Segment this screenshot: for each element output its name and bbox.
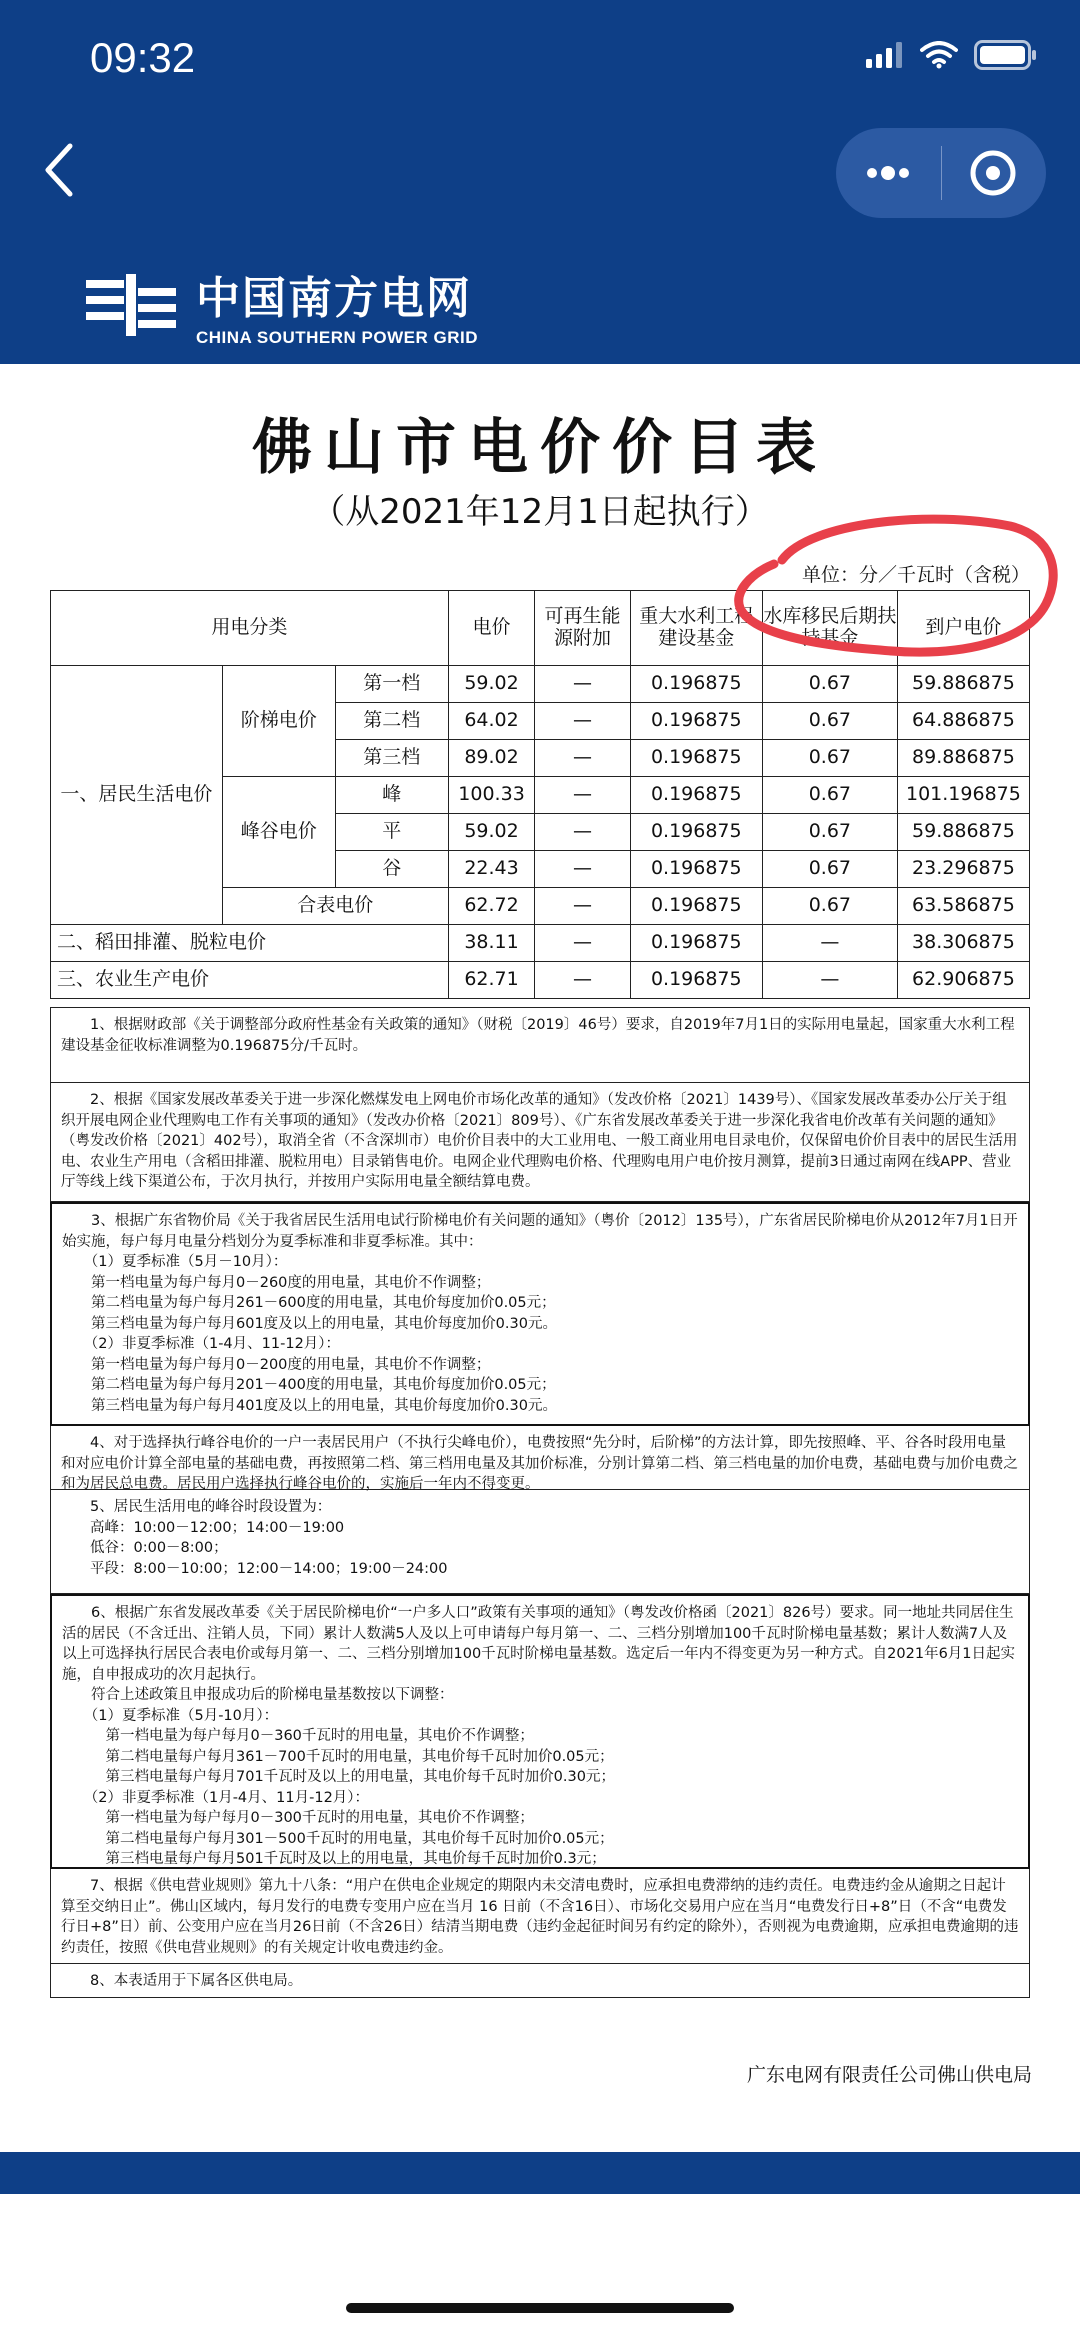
header-water-fund: 重大水利工程建设基金 [630, 591, 762, 666]
cell-price: 38.11 [448, 925, 535, 962]
cell-renewable: — [535, 666, 630, 703]
cell-renewable: — [535, 740, 630, 777]
signal-icon [866, 42, 904, 68]
cell-reservoir: 0.67 [762, 703, 897, 740]
cell-water: 0.196875 [630, 703, 762, 740]
row-label: 第三档 [335, 740, 448, 777]
home-indicator[interactable] [346, 2303, 734, 2313]
cell-final: 89.886875 [897, 740, 1029, 777]
page-header [0, 0, 1080, 364]
cell-reservoir: — [762, 962, 897, 999]
brand-logo [86, 262, 478, 348]
cell-water: 0.196875 [630, 666, 762, 703]
cell-price: 89.02 [448, 740, 535, 777]
cell-reservoir: 0.67 [762, 740, 897, 777]
footer-bar [0, 2152, 1080, 2194]
mini-program-capsule [836, 128, 1046, 218]
cell-water: 0.196875 [630, 814, 762, 851]
csg-logo-icon [86, 274, 178, 336]
tou-category: 峰谷电价 [222, 777, 335, 888]
note-2: 2、根据《国家发展改革委关于进一步深化燃煤发电上网电价市场化改革的通知》（发改价格〔2021〕1439号）、《国家发展改革委办公厅关于组织开展电网企业代理购电工作有关事项的通知》（发改办价格〔2021〕809号）、《广东省发展改革委关于进一步深化我省电价改革有关问题的通知》（粤发改价格〔2021〕402号），取消全省（不含深圳市）电价价目表中的大工业用电、一般工商业用电目录电价，仅保留电价价目表中的居民生活用电、农业生产用电（含稻田排灌、脱粒用电）目录销售电价。电网企业代理购电价格、代理购电用户电价按月测算，提前3日通过南网在线APP、营业厅等线上线下渠道公布，于次月执行，并按用户实际用电量全额结算电费。 [50, 1083, 1030, 1202]
table-row [51, 925, 1030, 962]
status-icons [866, 40, 1038, 70]
cell-price: 62.72 [448, 888, 535, 925]
notes-section [50, 1007, 1030, 1998]
document-subtitle: （从2021年12月1日起执行） [311, 492, 769, 532]
header-final-price: 到户电价 [897, 591, 1029, 666]
more-icon[interactable] [836, 128, 941, 218]
cell-water: 0.196875 [630, 962, 762, 999]
cell-final: 23.296875 [897, 851, 1029, 888]
cell-final: 63.586875 [897, 888, 1029, 925]
header-renewable: 可再生能源附加 [535, 591, 630, 666]
cell-reservoir: 0.67 [762, 851, 897, 888]
cell-water: 0.196875 [630, 740, 762, 777]
row-label: 第二档 [335, 703, 448, 740]
table-row [51, 962, 1030, 999]
note-8: 8、本表适用于下属各区供电局。 [50, 1964, 1030, 1998]
cell-reservoir: 0.67 [762, 666, 897, 703]
note-4: 4、对于选择执行峰谷电价的一户一表居民用户（不执行尖峰电价），电费按照“先分时，后阶梯”的方法计算，即先按照峰、平、谷各时段用电量和对应电价计算全部电量的基础电费，再按照第二档、第三档用电量及其加价标准，分别计算第二档、第三档电量的加价电费，基础电费与加价电费之和为居民总电费。居民用户选择执行峰谷电价的，实施后一年内不得变更。 [50, 1426, 1030, 1490]
cell-price: 59.02 [448, 814, 535, 851]
wifi-icon [920, 41, 958, 69]
back-arrow-icon[interactable] [40, 140, 80, 200]
cell-renewable: — [535, 925, 630, 962]
header-reservoir-fund: 水库移民后期扶持基金 [762, 591, 897, 666]
document-title: 佛山市电价价目表 [252, 413, 828, 483]
combined-category: 合表电价 [222, 888, 448, 925]
cell-renewable: — [535, 777, 630, 814]
row-label: 第一档 [335, 666, 448, 703]
cell-renewable: — [535, 851, 630, 888]
residential-category: 一、居民生活电价 [51, 666, 223, 925]
row-label: 谷 [335, 851, 448, 888]
row-label: 峰 [335, 777, 448, 814]
brand-name-cn: 中国南方电网 [196, 274, 472, 323]
cell-reservoir: 0.67 [762, 814, 897, 851]
close-target-icon[interactable] [941, 128, 1046, 218]
cell-renewable: — [535, 962, 630, 999]
note-5: 5、居民生活用电的峰谷时段设置为： 高峰：10:00－12:00；14:00－19:00 低谷：0:00－8:00； 平段：8:00－10:00；12:00－14:00；19:00－24:00 [50, 1490, 1030, 1594]
cell-final: 64.886875 [897, 703, 1029, 740]
cell-price: 59.02 [448, 666, 535, 703]
paddy-category: 二、稻田排灌、脱粒电价 [51, 925, 449, 962]
note-7: 7、根据《供电营业规则》第九十八条：“用户在供电企业规定的期限内未交清电费时，应承担电费滞纳的违约责任。电费违约金从逾期之日起计算至交纳日止”。佛山区域内，每月发行的电费专变用户应在当月 16 日前（不含16日）、市场化交易用户应在当月“电费发行日+8”日（不含“电费发行日+8”日）前、公变用户应在当月26日前（不含26日）结清当期电费（违约金起征时间另有约定的除外），否则视为电费逾期，应承担电费逾期的违约责任，按照《供电营业规则》的有关规定计收电费违约金。 [50, 1869, 1030, 1964]
cell-renewable: — [535, 814, 630, 851]
note-6: 6、根据广东省发展改革委《关于居民阶梯电价“一户多人口”政策有关事项的通知》（粤发改价格函〔2021〕826号）要求。同一地址共同居住生活的居民（不含迁出、注销人员，下同）累计人数满5人及以上可申请每户每月第一、二、三档分别增加100千瓦时阶梯电量基数；累计人数满7人及以上可选择执行居民合表电价或每月第一、二、三档分别增加100千瓦时阶梯电量基数。选定后一年内不得变更为另一种方式。自2021年6月1日起实施，自申报成功的次月起执行。 符合上述政策且申报成功后的阶梯电量基数按以下调整： （1）夏季标准（5月-10月）： 第一档电量为每户每月0－360千瓦时的用电量，其电价不作调整； 第二档电量每户每月361－700千瓦时的用电量，其电价每千瓦时加价0.05元； 第三档电量每户每月701千瓦时及以上的用电量，其电价每千瓦时加价0.30元； （2）非夏季标准（1月-4月、11月-12月）： 第一档电量为每户每月0－300千瓦时的用电量，其电价不作调整； 第二档电量每户每月301－500千瓦时的用电量，其电价每千瓦时加价0.05元； 第三档电量每户每月501千瓦时及以上的用电量，其电价每千瓦时加价0.3元； [50, 1594, 1030, 1869]
cell-final: 101.196875 [897, 777, 1029, 814]
cell-reservoir: — [762, 925, 897, 962]
cell-water: 0.196875 [630, 925, 762, 962]
note-1: 1、根据财政部《关于调整部分政府性基金有关政策的通知》（财税〔2019〕46号）要求，自2019年7月1日的实际用电量起，国家重大水利工程建设基金征收标准调整为0.196875分/千瓦时。 [50, 1007, 1030, 1083]
row-label: 平 [335, 814, 448, 851]
status-time: 09:32 [90, 34, 196, 81]
cell-water: 0.196875 [630, 888, 762, 925]
table-row [51, 666, 1030, 703]
capsule-divider [941, 146, 942, 200]
red-annotation-circle [690, 512, 1060, 662]
cell-reservoir: 0.67 [762, 888, 897, 925]
cell-price: 64.02 [448, 703, 535, 740]
cell-water: 0.196875 [630, 851, 762, 888]
tiered-category: 阶梯电价 [222, 666, 335, 777]
brand-name-en: CHINA SOUTHERN POWER GRID [196, 328, 478, 347]
cell-price: 62.71 [448, 962, 535, 999]
cell-final: 38.306875 [897, 925, 1029, 962]
header-category: 用电分类 [51, 591, 449, 666]
agri-category: 三、农业生产电价 [51, 962, 449, 999]
cell-reservoir: 0.67 [762, 777, 897, 814]
cell-price: 22.43 [448, 851, 535, 888]
cell-price: 100.33 [448, 777, 535, 814]
note-3: 3、根据广东省物价局《关于我省居民生活用电试行阶梯电价有关问题的通知》（粤价〔2012〕135号），广东省居民阶梯电价从2012年7月1日开始实施，每户每月电量分档划分为夏季标准和非夏季标准。其中： （1）夏季标准（5月－10月）： 第一档电量为每户每月0－260度的用电量，其电价不作调整； 第二档电量为每户每月261－600度的用电量，其电价每度加价0.05元； 第三档电量为每户每月601度及以上的用电量，其电价每度加价0.30元。 （2）非夏季标准（1-4月、11-12月）： 第一档电量为每户每月0－200度的用电量，其电价不作调整； 第二档电量为每户每月201－400度的用电量，其电价每度加价0.05元； 第三档电量为每户每月401度及以上的用电量，其电价每度加价0.30元。 [50, 1202, 1030, 1426]
cell-final: 62.906875 [897, 962, 1029, 999]
cell-final: 59.886875 [897, 666, 1029, 703]
cell-renewable: — [535, 888, 630, 925]
issuer-name: 广东电网有限责任公司佛山供电局 [746, 2064, 1032, 2086]
cell-water: 0.196875 [630, 777, 762, 814]
battery-icon [974, 40, 1038, 70]
header-price: 电价 [448, 591, 535, 666]
cell-final: 59.886875 [897, 814, 1029, 851]
unit-label: 单位：分／千瓦时（含税） [801, 564, 1030, 586]
cell-renewable: — [535, 703, 630, 740]
